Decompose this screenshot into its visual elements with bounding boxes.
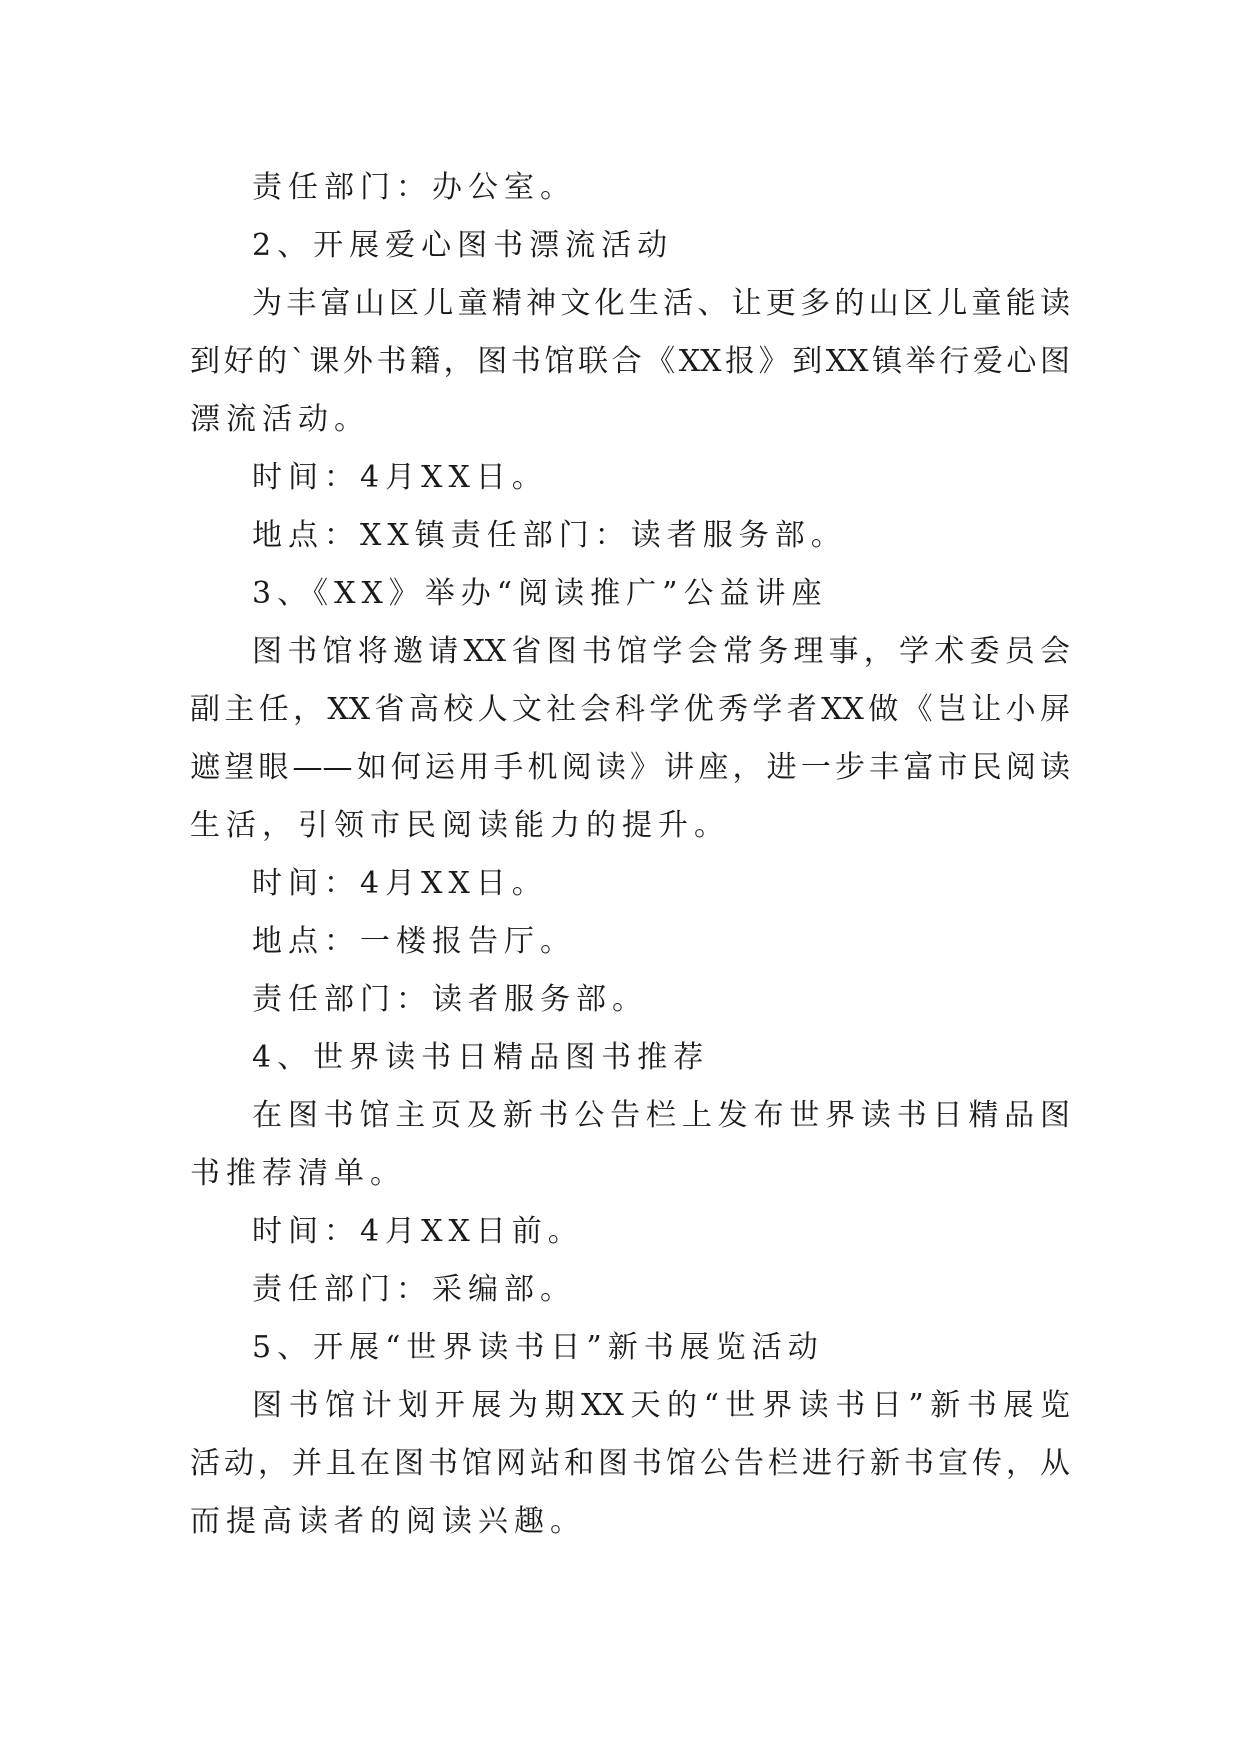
text-line: 责任部门：办公室。 <box>252 170 576 205</box>
section-heading: 4、世界读书日精品图书推荐 <box>252 1040 710 1075</box>
text-line: 到好的`课外书籍，图书馆联合《XX报》到XX镇举行爱心图 <box>190 344 1070 379</box>
text-line: 副主任，XX省高校人文社会科学优秀学者XX做《岂让小屏 <box>190 692 1070 727</box>
text-line: 地点：一楼报告厅。 <box>252 924 576 959</box>
text-line: 为丰富山区儿童精神文化生活、让更多的山区儿童能读 <box>252 286 1070 321</box>
text-line: 时间：4月XX日。 <box>252 460 548 495</box>
text-line: 活动，并且在图书馆网站和图书馆公告栏进行新书宣传，从 <box>190 1446 1070 1481</box>
text-line: 遮望眼——如何运用手机阅读》讲座，进一步丰富市民阅读 <box>190 750 1070 785</box>
text-line: 图书馆将邀请XX省图书馆学会常务理事，学术委员会 <box>252 634 1070 669</box>
text-line: 而提高读者的阅读兴趣。 <box>190 1504 586 1539</box>
section-heading: 2、开展爱心图书漂流活动 <box>252 228 674 263</box>
section-heading: 3、《XX》举办“阅读推广”公益讲座 <box>252 576 828 611</box>
text-line: 责任部门：采编部。 <box>252 1272 576 1307</box>
text-line: 责任部门：读者服务部。 <box>252 982 648 1017</box>
text-line: 地点：XX镇责任部门：读者服务部。 <box>252 518 847 553</box>
text-line: 时间：4月XX日前。 <box>252 1214 584 1249</box>
text-line: 生活，引领市民阅读能力的提升。 <box>190 808 730 843</box>
text-line: 图书馆计划开展为期XX天的“世界读书日”新书展览 <box>252 1388 1070 1423</box>
text-line: 时间：4月XX日。 <box>252 866 548 901</box>
text-line: 在图书馆主页及新书公告栏上发布世界读书日精品图 <box>252 1098 1070 1133</box>
section-heading: 5、开展“世界读书日”新书展览活动 <box>252 1330 824 1365</box>
text-line: 书推荐清单。 <box>190 1156 406 1191</box>
text-line: 漂流活动。 <box>190 402 370 437</box>
